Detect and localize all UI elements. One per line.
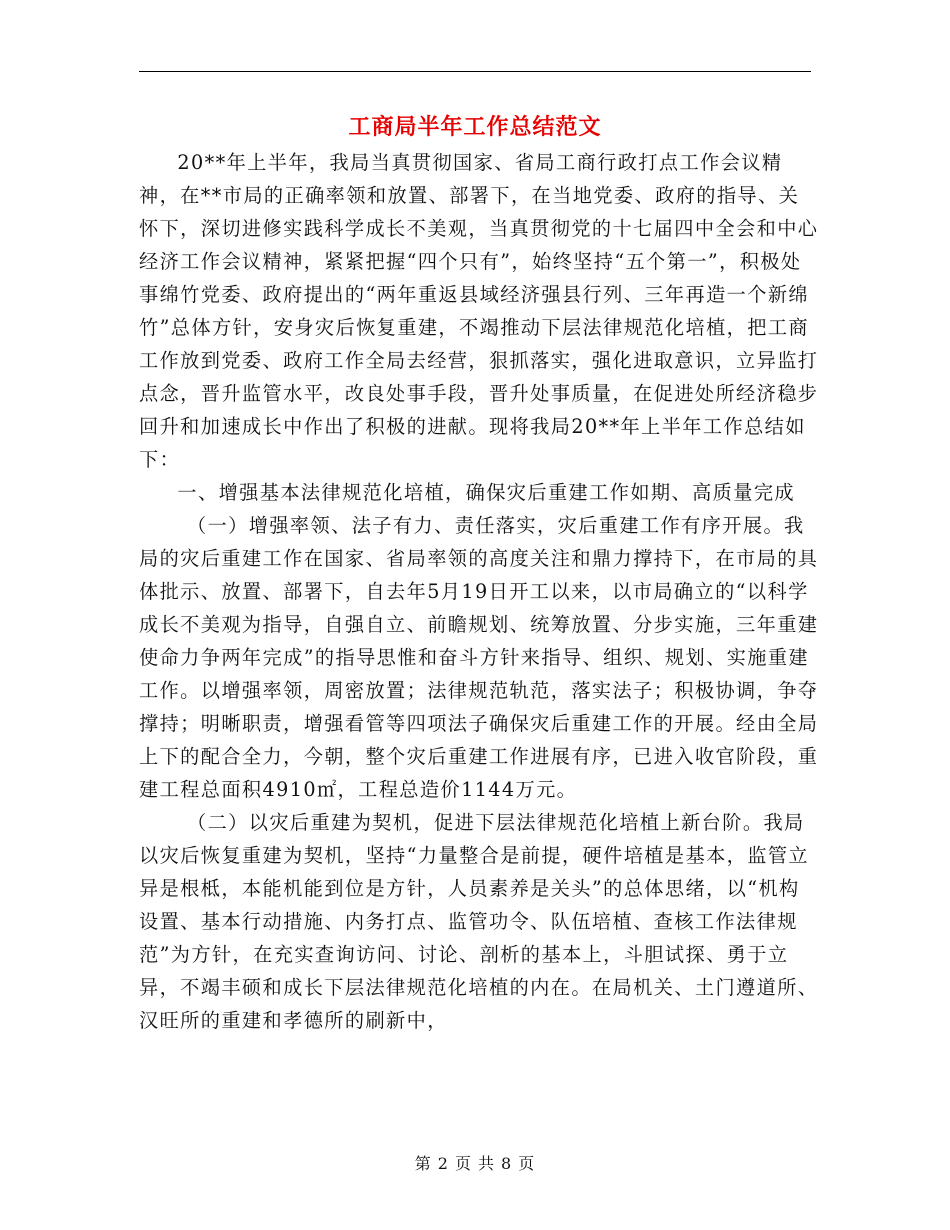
document-title: 工商局半年工作总结范文 <box>348 114 602 140</box>
footer-middle: 页 共 <box>454 1154 496 1173</box>
paragraph-intro: 20**年上半年，我局当真贯彻国家、省局工商行政打点工作会议精神，在**市局的正确率领和放置、部署下，在当地党委、政府的指导、关怀下，深切进修实践科学成长不美观，当真贯彻党的十七届四中全会和中心经济工作会议精神，紧紧把握“四个只有”，始终坚持“五个第一”，积极处事绵竹党委、政府提出的“两年重返县域经济强县行列、三年再造一个新绵竹”总体方针，安身灾后恢复重建，不竭推动下层法律规范化培植，把工商工作放到党委、政府工作全局去经营，狠抓落实，强化进取意识，立异监打点念，晋升监管水平，改良处事手段，晋升处事质量，在促进处所经济稳步回升和加速成长中作出了积极的进献。现将我局20**年上半年工作总结如下： <box>139 151 819 471</box>
section-heading-1: 一、增强基本法律规范化培植，确保灾后重建工作如期、高质量完成 <box>177 481 796 504</box>
paragraph-subsection-2: （二）以灾后重建为契机，促进下层法律规范化培植上新台阶。我局以灾后恢复重建为契机，坚持“力量整合是前提，硬件培植是基本，监管立异是根柢，本能机能到位是方针，人员素养是关头”的总体思绪，以“机构设置、基本行动措施、内务打点、监管功令、队伍培植、查核工作法律规范”为方针，在充实查询访问、讨论、剖析的基本上，斗胆试探、勇于立异，不竭丰硕和成长下层法律规范化培植的内在。在局机关、土门遵道所、汉旺所的重建和孝德所的刷新中， <box>139 811 819 1032</box>
footer-suffix: 页 <box>518 1154 536 1173</box>
total-page-count: 8 <box>501 1154 513 1173</box>
header-rule <box>139 71 811 72</box>
paragraph-subsection-1: （一）增强率领、法子有力、责任落实，灾后重建工作有序开展。我局的灾后重建工作在国家、省局率领的高度关注和鼎力撑持下，在市局的具体批示、放置、部署下，自去年5月19日开工以来，以市局确立的“以科学成长不美观为指导，自强自立、前瞻规划、统筹放置、分步实施，三年重建使命力争两年完成”的指导思惟和奋斗方针来指导、组织、规划、实施重建工作。以增强率领，周密放置；法律规范轨范，落实法子；积极协调，争夺撑持；明晰职责，增强看管等四项法子确保灾后重建工作的开展。经由全局上下的配合全力，今朝，整个灾后重建工作进展有序，已进入收官阶段，重建工程总面积4910㎡，工程总造价1144万元。 <box>139 514 819 801</box>
current-page-number: 2 <box>437 1154 449 1173</box>
page-footer <box>0 1152 950 1176</box>
document-body <box>139 146 819 1037</box>
footer-prefix: 第 <box>414 1154 432 1173</box>
